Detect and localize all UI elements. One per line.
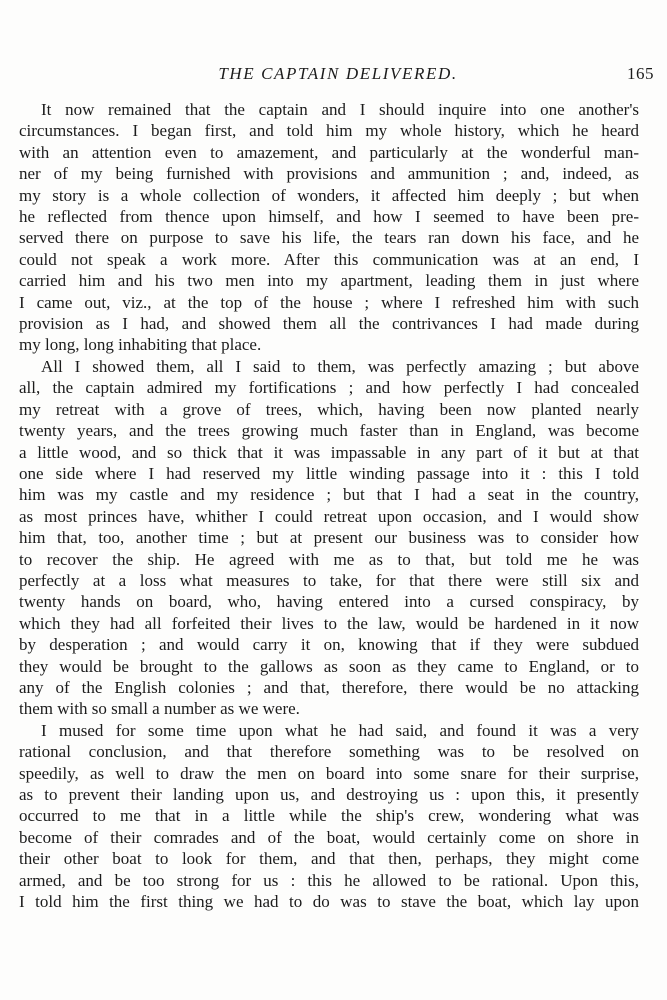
text-line: carried him and his two men into my apartment, leading them in just where xyxy=(19,271,639,291)
text-line: my long, long inhabiting that place. xyxy=(19,335,262,355)
text-line: one side where I had reserved my little winding passage into it : this I told xyxy=(19,463,639,483)
running-head xyxy=(22,64,654,88)
page-number: 165 xyxy=(627,64,654,83)
text-line: with an attention even to amazement, and particularly at the wonderful man- xyxy=(19,142,639,162)
text-line: him that, too, another time ; but at present our business was to consider how xyxy=(19,528,639,548)
text-line: twenty years, and the trees growing much faster than in England, was become xyxy=(19,421,639,441)
text-line: their other boat to look for them, and that then, perhaps, they might come xyxy=(19,849,639,869)
text-line: provision as I had, and showed them all the contrivances I had made during xyxy=(19,314,639,334)
text-line: which they had all forfeited their lives to the law, would be hardened in it now xyxy=(19,613,639,633)
text-line: become of their comrades and of the boat, would certainly come on shore in xyxy=(19,827,639,847)
text-line: occurred to me that in a little while the ship's crew, wondering what was xyxy=(19,806,639,826)
text-line: perfectly at a loss what measures to take, for that there were still six and xyxy=(19,570,639,590)
text-line: ner of my being furnished with provisions and ammunition ; and, indeed, as xyxy=(19,164,639,184)
text-line: armed, and be too strong for us : this he allowed to be rational. Upon this, xyxy=(19,870,639,890)
text-line: as most princes have, whither I could retreat upon occasion, and I would show xyxy=(19,506,639,526)
text-line: I mused for some time upon what he had said, and found it was a very xyxy=(41,720,639,740)
text-line: served there on purpose to save his life, the tears ran down his face, and he xyxy=(19,228,639,248)
running-title: THE CAPTAIN DELIVERED. xyxy=(218,64,458,83)
text-line: they would be brought to the gallows as soon as they came to England, or to xyxy=(19,656,639,676)
text-line: my retreat with a grove of trees, which, having been now planted nearly xyxy=(19,399,639,419)
text-line: a little wood, and so thick that it was impassable in any part of it but at that xyxy=(19,442,639,462)
text-line: circumstances. I began first, and told him my whole history, which he heard xyxy=(19,121,639,141)
text-line: It now remained that the captain and I should inquire into one another's xyxy=(41,100,639,119)
text-line: I told him the first thing we had to do was to stave the boat, which lay upon xyxy=(19,892,639,912)
body-text xyxy=(19,99,639,912)
text-line: twenty hands on board, who, having entered into a cursed conspiracy, by xyxy=(19,592,639,612)
text-line: could not speak a work more. After this communication was at an end, I xyxy=(19,249,639,269)
text-line: I came out, viz., at the top of the house ; where I refreshed him with such xyxy=(19,292,639,312)
text-line: All I showed them, all I said to them, was perfectly amazing ; but above xyxy=(41,356,639,376)
text-line: my story is a whole collection of wonders, it affected him deeply ; but when xyxy=(19,185,639,205)
text-line: as to prevent their landing upon us, and destroying us : upon this, it presently xyxy=(19,785,639,804)
text-line: by desperation ; and would carry it on, knowing that if they were subdued xyxy=(19,635,639,655)
text-line: rational conclusion, and that therefore something was to be resolved on xyxy=(19,742,639,762)
text-line: any of the English colonies ; and that, therefore, there would be no attacking xyxy=(19,677,639,697)
text-line: he reflected from thence upon himself, and how I seemed to have been pre- xyxy=(19,207,639,227)
text-line: them with so small a number as we were. xyxy=(19,699,300,719)
text-line: all, the captain admired my fortifications ; and how perfectly I had concealed xyxy=(19,378,639,398)
text-line: speedily, as well to draw the men on board into some snare for their surprise, xyxy=(19,763,639,783)
text-line: him was my castle and my residence ; but that I had a seat in the country, xyxy=(19,485,639,505)
text-line: to recover the ship. He agreed with me as to that, but told me he was xyxy=(19,549,639,569)
